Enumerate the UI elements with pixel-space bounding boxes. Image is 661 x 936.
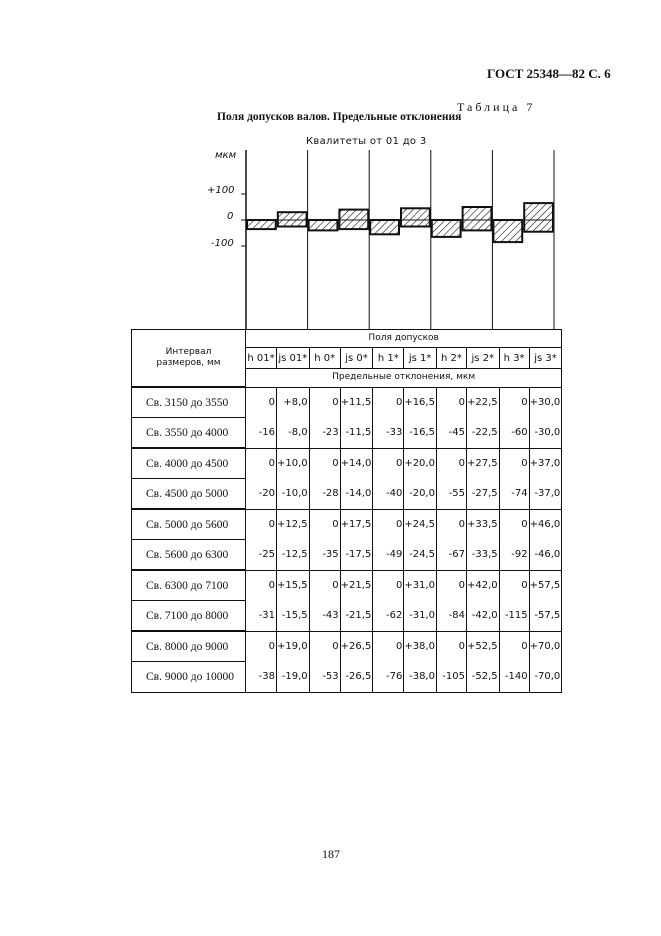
deviation-cell [340, 570, 373, 631]
upper-deviation: 0 [395, 579, 403, 591]
deviation-cell [246, 509, 277, 570]
upper-deviation: +70,0 [529, 640, 561, 652]
deviation-cell [277, 387, 310, 448]
upper-deviation: +57,5 [529, 579, 561, 591]
lower-deviation: -38 [258, 670, 275, 682]
y-tick-zero: 0 [227, 211, 234, 222]
deviation-cell [466, 387, 499, 448]
lower-deviation: -24,5 [409, 548, 435, 560]
deviation-cell [277, 570, 310, 631]
upper-deviation: 0 [458, 396, 465, 408]
lower-deviation: -55 [448, 487, 465, 499]
deviation-cell [340, 387, 373, 448]
deviation-cell [246, 387, 277, 448]
lower-deviation: -37,0 [534, 487, 561, 499]
deviation-cell [246, 570, 277, 631]
lower-deviation: -76 [385, 670, 403, 682]
upper-deviation: 0 [395, 518, 403, 530]
upper-deviation: +20,0 [404, 457, 435, 469]
lower-deviation: -22,5 [471, 426, 498, 438]
lower-deviation: -40 [385, 487, 403, 499]
lower-deviation: -31,0 [409, 609, 435, 621]
interval-cell: Св. 5000 до 5600 [132, 509, 246, 540]
upper-deviation: +30,0 [529, 396, 561, 408]
deviation-cell [466, 570, 499, 631]
deviation-cell [499, 448, 529, 509]
deviation-cell [499, 509, 529, 570]
deviation-cell [309, 387, 340, 448]
lower-deviation: -42,0 [471, 609, 498, 621]
upper-deviation: +38,0 [404, 640, 435, 652]
deviation-cell [499, 387, 529, 448]
deviation-cell [466, 509, 499, 570]
field-header: h 1* [373, 348, 404, 369]
lower-deviation: -15,5 [281, 609, 308, 621]
upper-deviation: +24,5 [404, 518, 435, 530]
deviation-cell [340, 631, 373, 692]
upper-deviation: +12,5 [277, 518, 308, 530]
tolerance-table [131, 329, 562, 693]
upper-deviation: +27,5 [466, 457, 498, 469]
lower-deviation: -17,5 [345, 548, 372, 560]
upper-deviation: +19,0 [277, 640, 308, 652]
interval-cell: Св. 6300 до 7100 [132, 570, 246, 601]
table-number: Таблица 7 [457, 100, 536, 114]
deviation-cell [404, 631, 437, 692]
upper-deviation: 0 [332, 640, 339, 652]
diagram-subtitle: Квалитеты от 01 до 3 [306, 136, 427, 147]
upper-deviation: 0 [332, 518, 339, 530]
lower-deviation: -23 [322, 426, 339, 438]
lower-deviation: -21,5 [345, 609, 372, 621]
lower-deviation: -26,5 [345, 670, 372, 682]
upper-deviation: +52,5 [466, 640, 498, 652]
lower-deviation: -33 [385, 426, 403, 438]
upper-deviation: +8,0 [283, 396, 308, 408]
lower-deviation: -140 [504, 670, 528, 682]
upper-deviation: +15,5 [277, 579, 308, 591]
deviation-cell [436, 631, 466, 692]
tolerance-bar [309, 220, 338, 230]
upper-deviation: +21,5 [340, 579, 372, 591]
tolerance-bar [463, 207, 492, 230]
deviation-cell [277, 631, 310, 692]
interval-cell: Св. 4500 до 5000 [132, 479, 246, 510]
lower-deviation: -30,0 [534, 426, 561, 438]
upper-deviation: 0 [521, 579, 528, 591]
upper-deviation: 0 [268, 396, 275, 408]
upper-deviation: 0 [332, 396, 339, 408]
deviation-cell [246, 448, 277, 509]
interval-cell: Св. 7100 до 8000 [132, 601, 246, 632]
field-header: js 2* [466, 348, 499, 369]
deviation-cell [309, 448, 340, 509]
deviation-cell [404, 387, 437, 448]
interval-cell: Св. 5600 до 6300 [132, 540, 246, 571]
lower-deviation: -20,0 [409, 487, 435, 499]
deviation-cell [404, 448, 437, 509]
deviation-cell [309, 570, 340, 631]
lower-deviation: -115 [504, 609, 528, 621]
interval-header: Интервал размеров, мм [132, 330, 246, 388]
upper-deviation: +22,5 [466, 396, 498, 408]
deviation-cell [277, 448, 310, 509]
tolerance-bar [278, 212, 307, 226]
lower-deviation: -70,0 [534, 670, 561, 682]
upper-deviation: +16,5 [404, 396, 435, 408]
deviation-cell [529, 631, 562, 692]
table-title: Поля допусков валов. Предельные отклонения [217, 111, 462, 123]
upper-deviation: +10,0 [277, 457, 308, 469]
deviation-cell [466, 448, 499, 509]
deviation-cell [436, 570, 466, 631]
tolerance-bar [401, 208, 430, 226]
fields-header: Поля допусков [246, 330, 562, 348]
deviation-cell [340, 448, 373, 509]
upper-deviation: 0 [521, 457, 528, 469]
deviation-cell [373, 509, 404, 570]
upper-deviation: 0 [268, 457, 275, 469]
field-header: h 3* [499, 348, 529, 369]
upper-deviation: +46,0 [529, 518, 561, 530]
page-number: 187 [322, 847, 340, 861]
upper-deviation: 0 [395, 640, 403, 652]
upper-deviation: 0 [521, 518, 528, 530]
upper-deviation: 0 [332, 457, 339, 469]
lower-deviation: -11,5 [345, 426, 372, 438]
upper-deviation: 0 [395, 396, 403, 408]
lower-deviation: -92 [511, 548, 528, 560]
gost-header: ГОСТ 25348—82 С. 6 [487, 66, 611, 81]
field-header: js 3* [529, 348, 562, 369]
lower-deviation: -27,5 [471, 487, 498, 499]
tolerance-bar [247, 220, 276, 229]
deviation-cell [529, 387, 562, 448]
lower-deviation: -74 [511, 487, 528, 499]
lower-deviation: -60 [511, 426, 528, 438]
deviation-cell [436, 387, 466, 448]
lower-deviation: -45 [448, 426, 465, 438]
lower-deviation: -62 [385, 609, 403, 621]
upper-deviation: 0 [458, 518, 465, 530]
y-tick-plus100: +100 [207, 185, 235, 196]
lower-deviation: -84 [448, 609, 465, 621]
lower-deviation: -8,0 [288, 426, 308, 438]
upper-deviation: +31,0 [404, 579, 435, 591]
deviation-cell [499, 631, 529, 692]
deviation-cell [529, 570, 562, 631]
upper-deviation: 0 [268, 518, 275, 530]
upper-deviation: +42,0 [466, 579, 498, 591]
upper-deviation: 0 [458, 457, 465, 469]
upper-deviation: 0 [458, 579, 465, 591]
y-unit-label: мкм [215, 150, 237, 161]
lower-deviation: -35 [322, 548, 339, 560]
lower-deviation: -10,0 [281, 487, 308, 499]
lower-deviation: -28 [322, 487, 339, 499]
lower-deviation: -49 [385, 548, 403, 560]
field-header: js 01* [277, 348, 310, 369]
deviation-header: Предельные отклонения, мкм [246, 369, 562, 387]
field-header: h 0* [309, 348, 340, 369]
upper-deviation: +26,5 [340, 640, 372, 652]
lower-deviation: -53 [322, 670, 339, 682]
field-header: h 2* [436, 348, 466, 369]
lower-deviation: -20 [258, 487, 275, 499]
deviation-cell [404, 509, 437, 570]
interval-cell: Св. 3150 до 3550 [132, 387, 246, 418]
lower-deviation: -12,5 [281, 548, 308, 560]
lower-deviation: -57,5 [534, 609, 561, 621]
tolerance-bar [339, 210, 368, 230]
deviation-cell [373, 570, 404, 631]
lower-deviation: -19,0 [281, 670, 308, 682]
lower-deviation: -46,0 [534, 548, 561, 560]
lower-deviation: -25 [258, 548, 275, 560]
interval-cell: Св. 4000 до 4500 [132, 448, 246, 479]
upper-deviation: +37,0 [529, 457, 561, 469]
field-header: js 0* [340, 348, 373, 369]
field-header: js 1* [404, 348, 437, 369]
upper-deviation: +33,5 [466, 518, 498, 530]
interval-cell: Св. 3550 до 4000 [132, 418, 246, 449]
lower-deviation: -14,0 [345, 487, 372, 499]
lower-deviation: -16 [258, 426, 275, 438]
lower-deviation: -33,5 [471, 548, 498, 560]
upper-deviation: +11,5 [340, 396, 372, 408]
deviation-cell [340, 509, 373, 570]
deviation-cell [436, 448, 466, 509]
deviation-cell [466, 631, 499, 692]
tolerance-bar [493, 220, 522, 242]
upper-deviation: +14,0 [340, 457, 372, 469]
tolerance-diagram [0, 0, 661, 340]
upper-deviation: 0 [521, 640, 528, 652]
field-header: h 01* [246, 348, 277, 369]
deviation-cell [436, 509, 466, 570]
upper-deviation: 0 [521, 396, 528, 408]
lower-deviation: -67 [448, 548, 465, 560]
upper-deviation: 0 [268, 640, 275, 652]
deviation-cell [373, 631, 404, 692]
deviation-cell [373, 387, 404, 448]
deviation-cell [404, 570, 437, 631]
lower-deviation: -31 [258, 609, 275, 621]
deviation-cell [499, 570, 529, 631]
upper-deviation: 0 [395, 457, 403, 469]
lower-deviation: -105 [442, 670, 465, 682]
y-tick-minus100: -100 [211, 238, 234, 249]
tolerance-bar [370, 220, 399, 234]
deviation-cell [246, 631, 277, 692]
interval-cell: Св. 8000 до 9000 [132, 631, 246, 662]
deviation-cell [373, 448, 404, 509]
lower-deviation: -38,0 [409, 670, 435, 682]
deviation-cell [277, 509, 310, 570]
tolerance-bar [432, 220, 461, 237]
deviation-cell [529, 509, 562, 570]
lower-deviation: -52,5 [471, 670, 498, 682]
interval-cell: Св. 9000 до 10000 [132, 662, 246, 692]
upper-deviation: +17,5 [340, 518, 372, 530]
lower-deviation: -16,5 [409, 426, 435, 438]
deviation-cell [309, 509, 340, 570]
upper-deviation: 0 [332, 579, 339, 591]
lower-deviation: -43 [322, 609, 339, 621]
upper-deviation: 0 [458, 640, 465, 652]
deviation-cell [529, 448, 562, 509]
tolerance-bar [524, 203, 553, 232]
upper-deviation: 0 [268, 579, 275, 591]
deviation-cell [309, 631, 340, 692]
